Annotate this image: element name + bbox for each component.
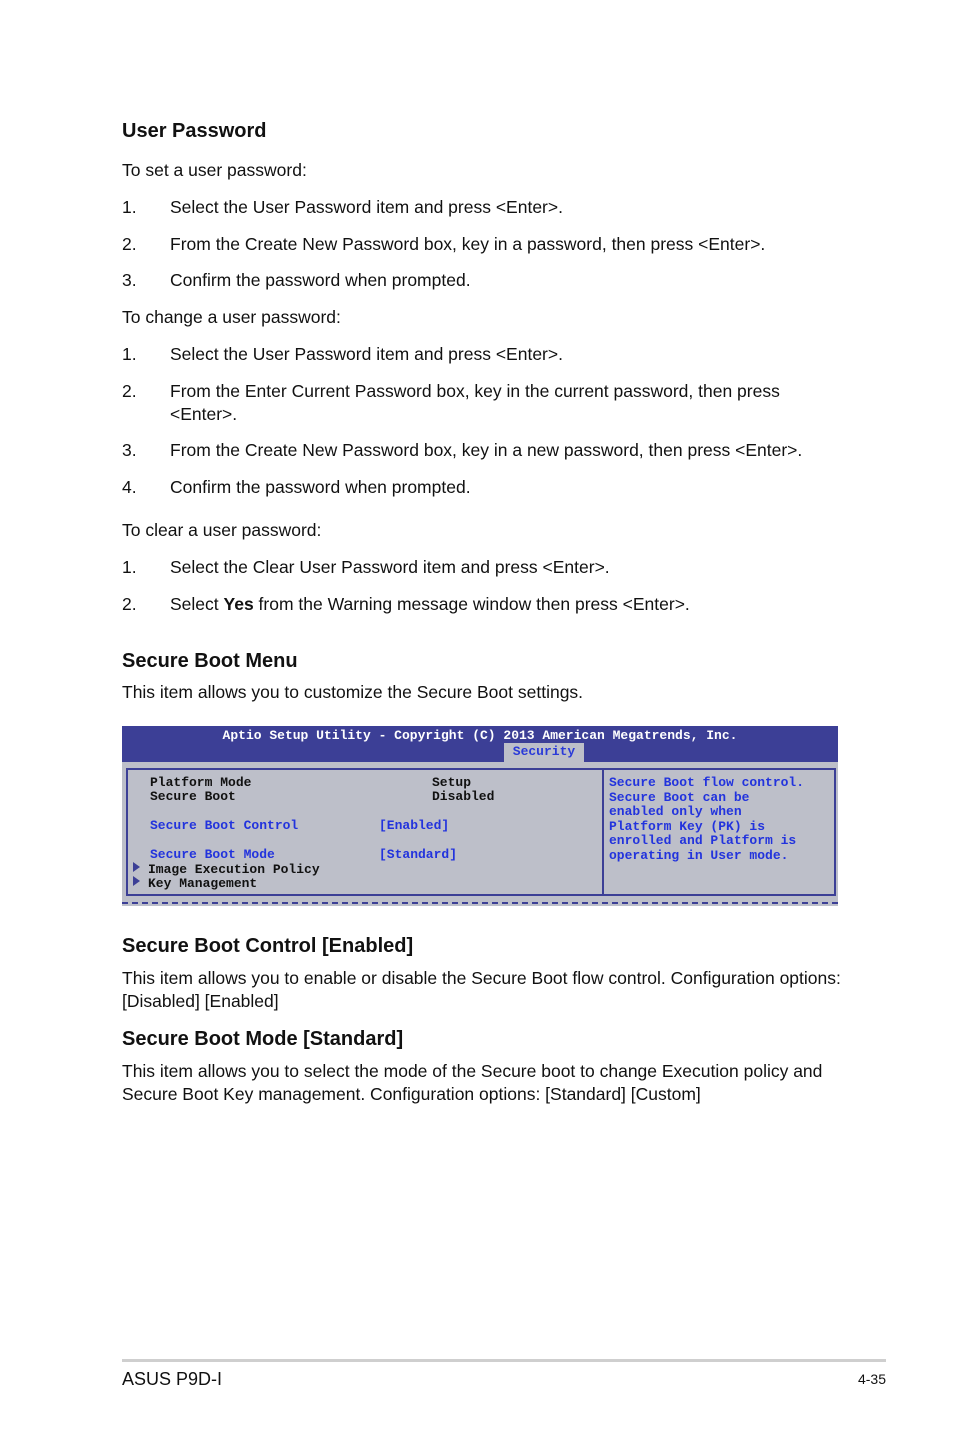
secure-boot-value: Disabled [432,789,495,804]
secure-boot-control-label[interactable]: Secure Boot Control [150,818,299,833]
submenu-arrow-icon [133,876,140,886]
image-execution-policy-item[interactable]: Image Execution Policy [148,862,320,877]
help-line: Platform Key (PK) is [609,818,766,834]
clear-password-intro: To clear a user password: [122,520,322,540]
help-line: enabled only when [609,804,742,819]
secure-boot-mode-label[interactable]: Secure Boot Mode [150,847,275,862]
yes-keyword: Yes [223,594,254,614]
secure-boot-mode-value[interactable]: [Standard] [379,847,458,862]
bios-settings-pane [126,768,604,896]
footer-divider [122,1359,886,1362]
secure-boot-menu-desc: This item allows you to customize the Secure Boot settings. [122,682,584,702]
bios-help-pane [602,768,836,896]
secure-boot-control-desc-1: This item allows you to enable or disable the Secure Boot flow control. Configuration options: [122,968,841,988]
footer-product: ASUS P9D-I [122,1369,223,1389]
secure-boot-label: Secure Boot [150,789,236,804]
bios-title: Aptio Setup Utility - Copyright (C) 2013 American Megatrends, Inc. [222,728,738,743]
key-management-item[interactable]: Key Management [148,876,258,891]
help-line: operating in User mode. [609,847,789,863]
bios-screen [122,726,838,906]
change-password-intro: To change a user password: [122,307,341,327]
user-password-heading: User Password [122,120,267,142]
platform-mode-label: Platform Mode [150,775,252,790]
secure-boot-control-heading: Secure Boot Control [Enabled] [122,935,414,957]
secure-boot-mode-desc-1: This item allows you to select the mode of the Secure boot to change Execution policy and [122,1061,823,1081]
help-line: enrolled and Platform is [609,833,797,848]
secure-boot-control-desc-2: [Disabled] [Enabled] [122,991,279,1011]
page-number: 4-35 [857,1371,886,1387]
bios-header [122,726,838,762]
help-line: Secure Boot flow control. [609,775,805,790]
bios-bottom-divider [122,902,838,904]
secure-boot-mode-desc-2: Secure Boot Key management. Configuration options: [Standard] [Custom] [122,1084,701,1104]
tab-security[interactable]: Security [504,743,584,762]
secure-boot-menu-heading: Secure Boot Menu [122,650,298,672]
platform-mode-value: Setup [432,775,472,790]
secure-boot-control-value[interactable]: [Enabled] [379,818,450,833]
help-line: Secure Boot can be [609,789,750,805]
secure-boot-mode-heading: Secure Boot Mode [Standard] [122,1028,404,1050]
set-password-intro: To set a user password: [122,160,307,180]
submenu-arrow-icon [133,862,140,872]
